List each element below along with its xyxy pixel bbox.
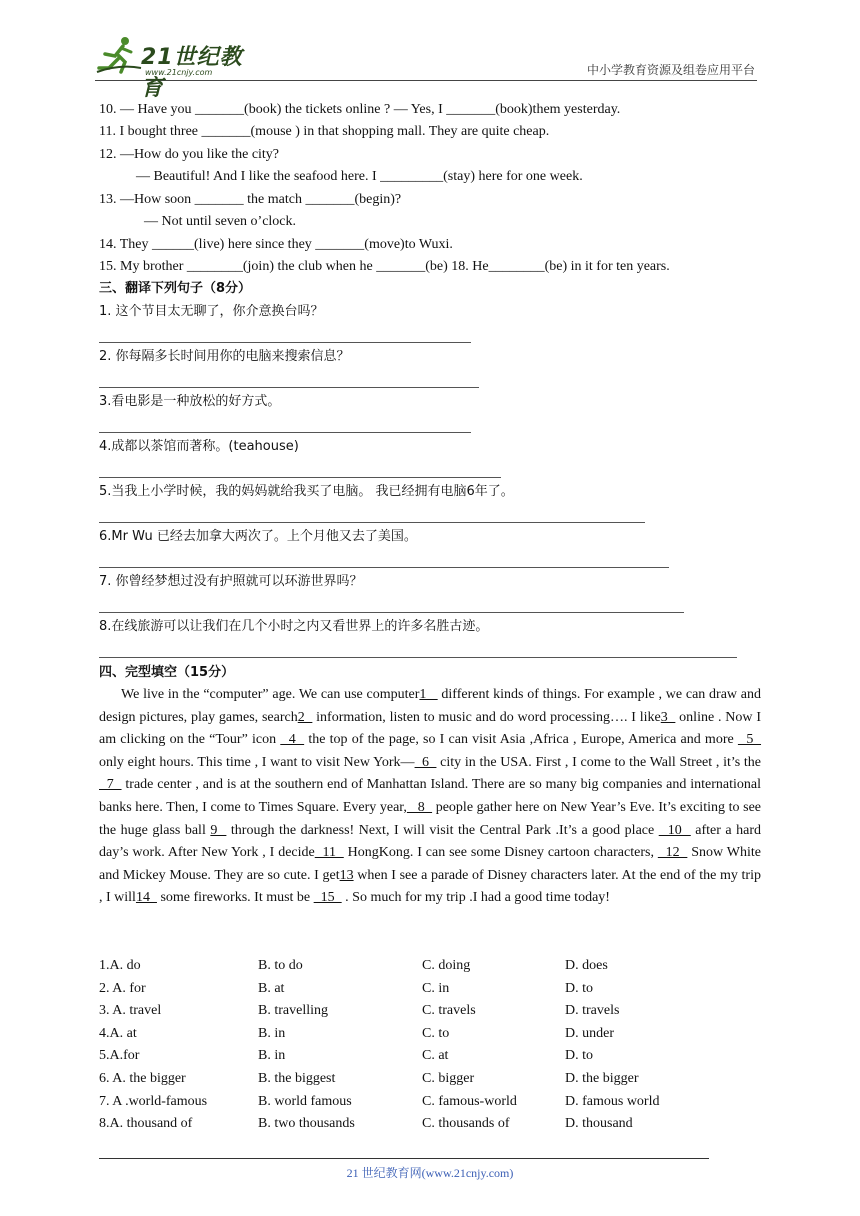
option-row bbox=[99, 1092, 719, 1112]
option-choice[interactable]: B. to do bbox=[258, 958, 303, 973]
option-choice[interactable]: C. in bbox=[422, 980, 450, 996]
question-12: 12. —How do you like the city? bbox=[99, 147, 280, 162]
answer-line-1[interactable] bbox=[99, 342, 471, 343]
option-choice[interactable]: D. to bbox=[565, 980, 593, 996]
answer-line-2[interactable] bbox=[99, 387, 479, 388]
passage-text: after a hard day’s work. After New York , I decide bbox=[99, 822, 762, 861]
translate-item-4: 4.成都以茶馆而著称。(teahouse) bbox=[99, 439, 299, 454]
translate-item-6: 6.Mr Wu 已经去加拿大两次了。上个月他又去了美国。 bbox=[99, 529, 417, 544]
passage-text: only eight hours. This time , I want to visit New York— bbox=[99, 754, 415, 770]
option-choice[interactable]: D. the bigger bbox=[565, 1071, 639, 1086]
option-choice[interactable]: C. at bbox=[422, 1048, 449, 1064]
option-choice[interactable]: C. bigger bbox=[422, 1071, 475, 1086]
cloze-blank[interactable]: 7 bbox=[99, 777, 122, 793]
option-choice[interactable]: B. at bbox=[258, 980, 285, 996]
option-choice[interactable]: D. under bbox=[565, 1025, 614, 1041]
option-choice[interactable]: D. to bbox=[565, 1048, 593, 1064]
passage-text: We live in the “computer” age. We can use computer bbox=[121, 687, 420, 702]
option-row bbox=[99, 1046, 719, 1066]
answer-line-3[interactable] bbox=[99, 432, 471, 433]
question-10: 10. — Have you _______(book) the tickets online ? — Yes, I _______(book)them yesterday. bbox=[99, 102, 621, 117]
question-14: 14. They ______(live) here since they _______(move)to Wuxi. bbox=[99, 237, 453, 252]
footer-divider bbox=[99, 1158, 709, 1159]
passage-text: . So much for my trip .I had a good time today! bbox=[341, 890, 610, 906]
option-choice[interactable]: 1.A. do bbox=[99, 958, 141, 973]
passage-text: trade center , and is at the southern end of Manhattan Island. There are so many big companies and international banks here. Then, I come to Times Square. Every year, bbox=[99, 777, 762, 815]
cloze-blank[interactable]: 1 bbox=[419, 687, 438, 702]
section-4-title: 四、完型填空（15分） bbox=[99, 665, 235, 680]
passage-text: city in the USA. First , I come to the Wall Street , it’s the bbox=[436, 754, 762, 770]
passage-text: when I see a parade of Disney characters later. At the end of the my trip , I will bbox=[99, 867, 761, 906]
translate-item-5: 5.当我上小学时候，我的妈妈就给我买了电脑。 我已经拥有电脑6年了。 bbox=[99, 484, 514, 499]
answer-line-6[interactable] bbox=[99, 567, 669, 568]
translate-item-7: 7. 你曾经梦想过没有护照就可以环游世界吗？ bbox=[99, 574, 363, 589]
cloze-blank[interactable]: 11 bbox=[314, 845, 344, 861]
answer-line-4[interactable] bbox=[99, 477, 501, 478]
option-choice[interactable]: B. world famous bbox=[258, 1093, 352, 1109]
option-choice[interactable]: C. doing bbox=[422, 958, 471, 973]
option-choice[interactable]: B. in bbox=[258, 1025, 286, 1041]
option-choice[interactable]: 6. A. the bigger bbox=[99, 1071, 186, 1086]
cloze-passage bbox=[99, 684, 761, 910]
option-choice[interactable]: D. does bbox=[565, 958, 608, 973]
cloze-blank[interactable]: 15 bbox=[313, 890, 342, 906]
option-choice[interactable]: 4.A. at bbox=[99, 1025, 137, 1041]
cloze-blank[interactable]: 6 bbox=[414, 754, 437, 770]
cloze-blank[interactable]: 2 bbox=[297, 709, 313, 725]
option-choice[interactable]: D. thousand bbox=[565, 1116, 633, 1132]
page-header bbox=[95, 30, 757, 101]
logo bbox=[95, 34, 265, 101]
cloze-blank[interactable]: 8 bbox=[406, 799, 433, 815]
option-row bbox=[99, 956, 719, 976]
cloze-blank[interactable]: 3 bbox=[660, 709, 676, 725]
passage-text: HongKong. I can see some Disney cartoon characters, bbox=[343, 845, 658, 861]
answer-line-5[interactable] bbox=[99, 522, 645, 523]
option-choice[interactable]: B. travelling bbox=[258, 1003, 328, 1019]
passage-text: information, listen to music and do word processing…. I like bbox=[312, 709, 661, 725]
logo-text: 21世纪教育 bbox=[141, 45, 243, 101]
footer-text: 21 世纪教育网(www.21cnjy.com) bbox=[346, 1166, 514, 1180]
cloze-blank[interactable]: 5 bbox=[737, 732, 762, 748]
option-choice[interactable]: D. travels bbox=[565, 1003, 620, 1019]
passage-text: Snow White and Mickey Mouse. They are so cute. I get bbox=[99, 845, 761, 883]
passage-text: online . Now I am clicking on the “Tour” icon bbox=[99, 709, 761, 748]
platform-title: 中小学教育资源及组卷应用平台 bbox=[586, 63, 755, 77]
question-13: 13. —How soon _______ the match _______(begin)? bbox=[99, 192, 402, 207]
answer-line-7[interactable] bbox=[99, 612, 684, 613]
question-15: 15. My brother ________(join) the club when he _______(be) 18. He________(be) in it for ten years. bbox=[99, 259, 670, 274]
option-choice[interactable]: C. famous-world bbox=[422, 1093, 517, 1109]
translate-item-8: 8.在线旅游可以让我们在几个小时之内又看世界上的许多名胜古迹。 bbox=[99, 619, 489, 634]
option-choice[interactable]: 2. A. for bbox=[99, 980, 146, 996]
passage-text: the top of the page, so I can visit Asia ,Africa , Europe, America and more bbox=[304, 732, 738, 748]
question-12-answer: — Beautiful! And I like the seafood here. I _________(stay) here for one week. bbox=[136, 169, 583, 184]
option-row bbox=[99, 979, 719, 999]
cloze-blank[interactable]: 12 bbox=[657, 845, 688, 861]
section-3-title: 三、翻译下列句子（8分） bbox=[99, 281, 252, 296]
logo-url: www.21cnjy.com bbox=[145, 68, 213, 77]
cloze-blank[interactable]: 13 bbox=[339, 867, 354, 883]
option-choice[interactable]: D. famous world bbox=[565, 1093, 660, 1109]
question-13-answer: — Not until seven o’clock. bbox=[144, 214, 297, 229]
cloze-blank[interactable]: 9 bbox=[210, 822, 227, 838]
passage-text: different kinds of things. For example , we can draw and design pictures, play games, search bbox=[99, 687, 762, 725]
question-11: 11. I bought three _______(mouse ) in that shopping mall. They are quite cheap. bbox=[99, 124, 550, 139]
option-choice[interactable]: 7. A .world-famous bbox=[99, 1093, 208, 1109]
runner-logo-icon bbox=[95, 34, 143, 76]
option-choice[interactable]: 5.A.for bbox=[99, 1048, 140, 1064]
translate-item-1: 1. 这个节目太无聊了，你介意换台吗？ bbox=[99, 304, 324, 319]
cloze-blank[interactable]: 10 bbox=[658, 822, 691, 838]
passage-text: through the darkness! Next, I will visit the Central Park .It’s a good place bbox=[226, 822, 659, 838]
option-choice[interactable]: C. travels bbox=[422, 1003, 476, 1019]
option-choice[interactable]: 3. A. travel bbox=[99, 1003, 162, 1019]
option-choice[interactable]: C. to bbox=[422, 1025, 450, 1041]
option-choice[interactable]: 8.A. thousand of bbox=[99, 1116, 193, 1132]
cloze-blank[interactable]: 14 bbox=[135, 890, 157, 906]
option-choice[interactable]: C. thousands of bbox=[422, 1116, 510, 1132]
option-row bbox=[99, 1069, 719, 1089]
option-choice[interactable]: B. the biggest bbox=[258, 1071, 336, 1086]
option-choice[interactable]: B. two thousands bbox=[258, 1116, 355, 1132]
passage-text: some fireworks. It must be bbox=[156, 890, 314, 906]
translate-item-3: 3.看电影是一种放松的好方式。 bbox=[99, 394, 281, 409]
passage-text: people gather here on New Year’s Eve. It’s exciting to see the huge glass ball bbox=[99, 799, 762, 838]
option-row bbox=[99, 1114, 719, 1134]
translate-item-2: 2. 你每隔多长时间用你的电脑来搜索信息？ bbox=[99, 349, 350, 364]
option-row bbox=[99, 1024, 719, 1044]
answer-line-8[interactable] bbox=[99, 657, 737, 658]
option-choice[interactable]: B. in bbox=[258, 1048, 286, 1064]
cloze-blank[interactable]: 4 bbox=[280, 732, 305, 748]
option-row bbox=[99, 1001, 719, 1021]
